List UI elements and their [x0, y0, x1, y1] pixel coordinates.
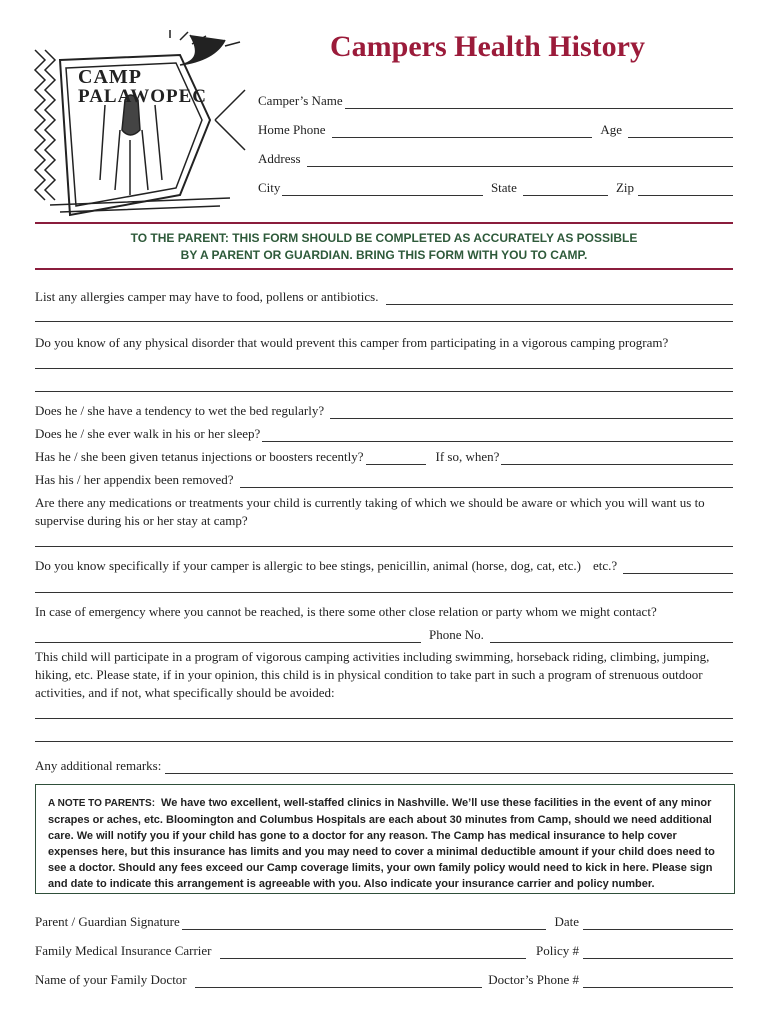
guardian-signature-label: Parent / Guardian Signature [35, 914, 180, 929]
zip-label: Zip [615, 180, 634, 195]
zip-field[interactable] [638, 183, 733, 196]
camp-logo [30, 30, 255, 220]
note-to-parents [35, 784, 735, 894]
medications-line[interactable] [35, 546, 733, 547]
home-phone-row [258, 122, 733, 138]
bee-stings-label: Do you know specifically if your camper is allergic to bee stings, penicillin, animal (horse, dog, cat, etc.) [35, 558, 581, 573]
address-row [258, 151, 733, 167]
parent-notice [35, 230, 733, 264]
appendix-label: Has his / her appendix been removed? [35, 472, 234, 487]
note-body: We have two excellent, well-staffed clinics in Nashville. We’ll use these facilities in the event of any minor scrapes or aches, etc. Bloomington and Columbus Hospitals are each about 30 minutes from Camp, should we need additional care. We will notify you if your child has gone to a doctor for any reason. The Camp has medical insurance to help cover expenses here, but this insurance has limits and you may need to cover a minimal deductible amount if your child does need to see a doctor. Should any fees exceed our Camp coverage limits, your own family policy would need to kick in here. Please sign and date to indicate this arrangement is agreeable with you. Also indicate your insurance carrier and policy number. [48, 797, 715, 890]
policy-field[interactable] [583, 946, 733, 959]
city-label: City [258, 180, 281, 195]
tetanus-row [35, 449, 733, 465]
activities-question: This child will participate in a program of vigorous camping activities including swimming, horseback riding, climbing, jumping, hiking, etc. Please state, if in your opinion, this child is in physical condition to take part in such a program of strenuous outdoor activities, and if not, what specifically should be avoided: [35, 649, 710, 700]
sleepwalk-row [35, 426, 733, 442]
emergency-label: In case of emergency where you cannot be reached, is there some other close relation or party whom we might contact? [35, 604, 657, 619]
bee-stings-line-2[interactable] [35, 592, 733, 593]
allergies-label: List any allergies camper may have to food, pollens or antibiotics. [35, 289, 379, 304]
camper-name-row [258, 93, 733, 109]
appendix-field[interactable] [240, 475, 733, 488]
date-label: Date [554, 914, 579, 929]
top-rule [35, 222, 733, 224]
doctor-label: Name of your Family Doctor [35, 972, 187, 987]
bee-etc-label: etc.? [592, 558, 618, 573]
logo-text-camp: CAMP [78, 66, 142, 88]
wet-bed-row [35, 403, 733, 419]
state-field[interactable] [523, 183, 608, 196]
doctor-phone-label: Doctor’s Phone # [488, 972, 579, 987]
phone-no-label: Phone No. [429, 627, 484, 642]
notice-line-2: BY A PARENT OR GUARDIAN. BRING THIS FORM WITH YOU TO CAMP. [180, 248, 588, 262]
activities-line-1[interactable] [35, 718, 733, 719]
age-label: Age [600, 122, 622, 137]
bottom-rule [35, 268, 733, 270]
emergency-row [35, 604, 733, 620]
wet-bed-label: Does he / she have a tendency to wet the bed regularly? [35, 403, 325, 418]
tetanus-label: Has he / she been given tetanus injections or boosters recently? [35, 449, 364, 464]
camper-name-label: Camper’s Name [258, 93, 343, 108]
emergency-phone-field[interactable] [490, 630, 733, 643]
emergency-contact-row [35, 627, 733, 643]
allergies-line-2[interactable] [35, 321, 733, 322]
state-label: State [490, 180, 517, 195]
disorder-row [35, 335, 733, 351]
emergency-contact-field[interactable] [35, 630, 421, 643]
guardian-signature-field[interactable] [182, 917, 547, 930]
logo-drawing [30, 30, 255, 220]
logo-text-palawopec: PALAWOPEC [78, 86, 207, 107]
activities-line-2[interactable] [35, 741, 733, 742]
guardian-signature-row [35, 914, 733, 930]
policy-label: Policy # [536, 943, 579, 958]
home-phone-field[interactable] [332, 125, 593, 138]
appendix-row [35, 472, 733, 488]
tetanus-field[interactable] [366, 452, 426, 465]
disorder-label: Do you know of any physical disorder that would prevent this camper from participating in a vigorous camping program? [35, 335, 669, 350]
age-field[interactable] [628, 125, 733, 138]
sleepwalk-field[interactable] [262, 429, 733, 442]
allergies-field[interactable] [386, 292, 733, 305]
date-field[interactable] [583, 917, 733, 930]
remarks-label: Any additional remarks: [35, 758, 162, 773]
allergies-row [35, 289, 733, 305]
sleepwalk-label: Does he / she ever walk in his or her sleep? [35, 426, 261, 441]
bee-stings-row [35, 558, 733, 574]
wet-bed-field[interactable] [330, 406, 733, 419]
disorder-line-1[interactable] [35, 368, 733, 369]
bee-stings-field[interactable] [623, 561, 733, 574]
address-label: Address [258, 151, 301, 166]
medications-question: Are there any medications or treatments your child is currently taking of which we should be aware or which you will want us to supervise during his or her stay at camp? [35, 495, 705, 528]
carrier-label: Family Medical Insurance Carrier [35, 943, 212, 958]
camper-name-field[interactable] [345, 96, 733, 109]
remarks-field[interactable] [165, 761, 733, 774]
doctor-row [35, 972, 733, 988]
city-row [258, 180, 733, 196]
tetanus-when-label: If so, when? [435, 449, 500, 464]
doctor-field[interactable] [195, 975, 483, 988]
city-field[interactable] [282, 183, 483, 196]
page-title: Campers Health History [330, 30, 645, 63]
disorder-line-2[interactable] [35, 391, 733, 392]
tetanus-when-field[interactable] [501, 452, 733, 465]
home-phone-label: Home Phone [258, 122, 326, 137]
carrier-field[interactable] [220, 946, 527, 959]
address-field[interactable] [307, 154, 733, 167]
notice-line-1: TO THE PARENT: THIS FORM SHOULD BE COMPLETED AS ACCURATELY AS POSSIBLE [130, 231, 638, 245]
doctor-phone-field[interactable] [583, 975, 733, 988]
carrier-row [35, 943, 733, 959]
remarks-row [35, 758, 733, 774]
note-heading: A NOTE TO PARENTS: [48, 798, 156, 809]
